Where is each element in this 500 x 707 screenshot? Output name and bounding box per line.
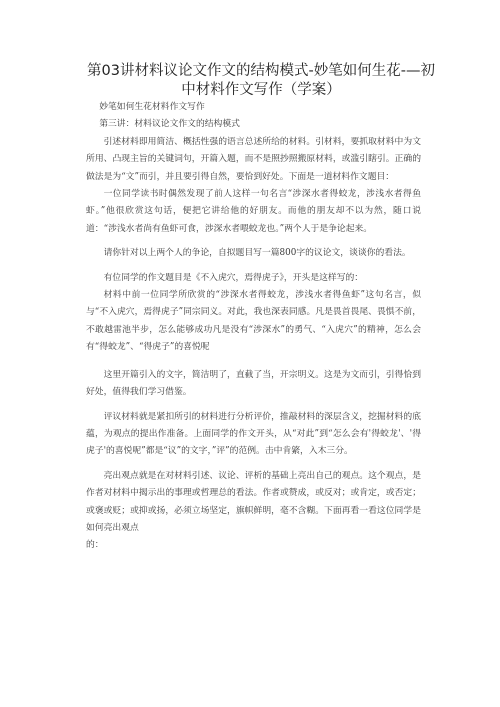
paragraph-evaluate: 评议材料就是紧扣所引的材料进行分析评价，推敲材料的深层含义，挖掘材料的底蕴，为观点的提出作准备。上面同学的作文开头，从“对此”到“怎么会有'得蛟龙'、'得虎子'的喜悦呢”都是“议”的文字，”评”的范例。击中肯綮，入木三分。 — [86, 411, 421, 457]
paragraph-example-title: 有位同学的作文题目是《不入虎穴，焉得虎子》，开头是这样写的： — [103, 272, 364, 283]
paragraph-lecture-heading: 第三讲：材料议论文作文的结构模式 — [99, 119, 240, 130]
paragraph-comment: 这里开篇引入的文字，简洁明了，直截了当，开宗明义。这是为文而引，引得恰到好处，值得我们学习借鉴。 — [86, 369, 421, 398]
paragraph-task: 请你针对以上两个人的争论，自拟题目写一篇800字的议论文，谈谈你的看法。 — [103, 248, 411, 259]
page-title: 第03讲材料议论文作文的结构模式-妙笔如何生花-—初中材料作文写作（学案） — [87, 63, 435, 98]
paragraph-quote-intro: 引述材料即用简洁、概括性强的语言总述所给的材料。引材料，要抓取材料中为文所用、凸现主旨的关键词句，开篇入题，而不是照抄照搬原材料，或滥引瞎引。正确的做法是为“文”而引，并且要引得自然，要恰到好处。下面是一道材料作文题目： — [86, 136, 421, 182]
paragraph-continuation: 的： — [86, 540, 104, 551]
paragraph-example-opening: 材料中前一位同学所欣赏的“涉深水者得蛟龙，涉浅水者得鱼虾”这句名言，似与“不入虎穴，焉得虎子”同宗同义。对此，我也深表同感。凡是畏首畏尾、畏惧不前，不敢越雷池半步，怎么能够成功凡是没有“涉深水”的勇气、“入虎穴”的精神，怎么会有“得蛟龙”、“得虎子”的喜悦呢 — [86, 290, 421, 353]
document-body — [86, 99, 421, 555]
paragraph-material: 一位同学读书时偶然发现了前人这样一句名言“涉深水者得蛟龙，涉浅水者得鱼虾。”他很欣赏这句话，便把它讲给他的好朋友。而他的朋友却不以为然，随口说道：“涉浅水者尚有鱼虾可食，涉深水者喂蛟龙也。”两个人于是争论起来。 — [86, 189, 421, 234]
paragraph-viewpoint: 亮出观点就是在对材料引述、议论、评析的基础上亮出自己的观点。这个观点，是作者对材料中揭示出的事理或哲理总的看法。作者或赞成，或反对；或肯定，或否定；或褒或贬；或抑或扬，必须立场坚定，旗帜鲜明，毫不含糊。下面再看一看这位同学是如何亮出观点 — [86, 470, 421, 533]
paragraph-subtitle: 妙笔如何生花材料作文写作 — [99, 102, 205, 112]
